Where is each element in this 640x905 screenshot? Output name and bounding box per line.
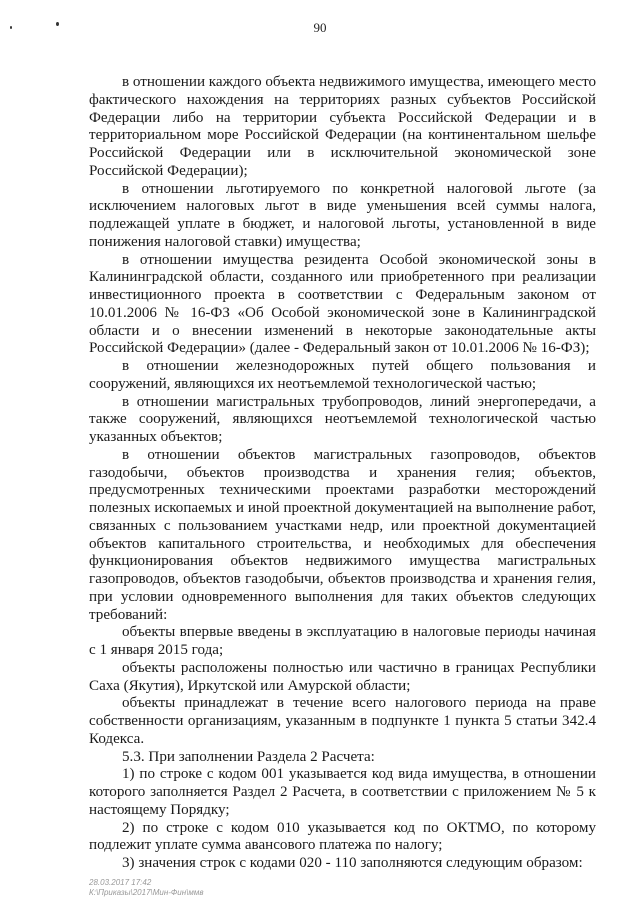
paragraph: в отношении каждого объекта недвижимого имущества, имеющего место фактического нахождения на территориях разных субъектов Российской Федерации либо на территории субъекта Российской Федерации и в территориальном море Российской Федерации (на континентальном шельфе Российской Федерации или в исключительной экономической зоне Российской Федерации);: [89, 74, 597, 179]
paragraph: объекты принадлежат в течение всего налогового периода на праве собственности организациям, указанным в подпункте 1 пункта 5 статьи 342.4 Кодекса.: [89, 695, 596, 747]
paragraph: 2) по строке с кодом 010 указывается код по ОКТМО, по которому подлежит уплате сумма авансового платежа по налогу;: [89, 819, 596, 854]
page-number: 90: [313, 20, 327, 35]
paragraph: объекты впервые введены в эксплуатацию в налоговые периоды начиная с 1 января 2015 года;: [89, 624, 596, 658]
paragraph: в отношении имущества резидента Особой экономической зоны в Калининградской области, созданного или приобретенного при реализации инвестиционного проекта в соответствии с Федеральным законом от 10.01.2006 № 16-ФЗ «Об Особой экономической зоне в Калининградской области и о внесении изменений в некоторые законодательные акты Российской Федерации» (далее - Федеральный закон от 10.01.2006 № 16-ФЗ);: [89, 251, 596, 357]
document-body: [89, 74, 596, 873]
paragraph: 1) по строке с кодом 001 указывается код вида имущества, в отношении которого заполняется Раздел 2 Расчета, в соответствии с приложением № 5 к настоящему Порядку;: [89, 766, 596, 818]
footer-stamp: [89, 878, 204, 898]
paragraph: объекты расположены полностью или частично в границах Республики Саха (Якутия), Иркутской или Амурской области;: [89, 659, 596, 694]
paragraph: 3) значения строк с кодами 020 - 110 заполняются следующим образом:: [122, 855, 583, 871]
paragraph: в отношении железнодорожных путей общего пользования и сооружений, являющихся их неотъемлемой технологической частью;: [89, 358, 596, 392]
paragraph: в отношении объектов магистральных газопроводов, объектов газодобычи, объектов производства и хранения гелия; объектов, предусмотренных техническими проектами разработки месторождений полезных ископаемых и иной проектной документацией на выполнение работ, связанных с пользованием участками недр, или проектной документацией объектов капитального строительства, и необходимых для обеспечения функционирования объектов недвижимого имущества магистральных газопроводов, объектов газодобычи, объектов производства и хранения гелия, при условии одновременного выполнения для таких объектов следующих требований:: [89, 446, 596, 623]
footer-stamp-line: 28.03.2017 17:42: [89, 878, 152, 887]
paragraph: в отношении льготируемого по конкретной налоговой льготе (за исключением налоговых льгот в виде уменьшения всей суммы налога, подлежащей уплате в бюджет, и налоговой льготы, установленной в виде понижения налоговой ставки) имущества;: [89, 180, 596, 250]
section-heading: 5.3. При заполнении Раздела 2 Расчета:: [122, 748, 375, 765]
paragraph: в отношении магистральных трубопроводов, линий энергопередачи, а также сооружений, являющихся неотъемлемой технологической частью указанных объектов;: [89, 393, 596, 445]
footer-stamp-line: К:\Приказы\2017\Мин-Фин\ммв: [89, 888, 204, 897]
